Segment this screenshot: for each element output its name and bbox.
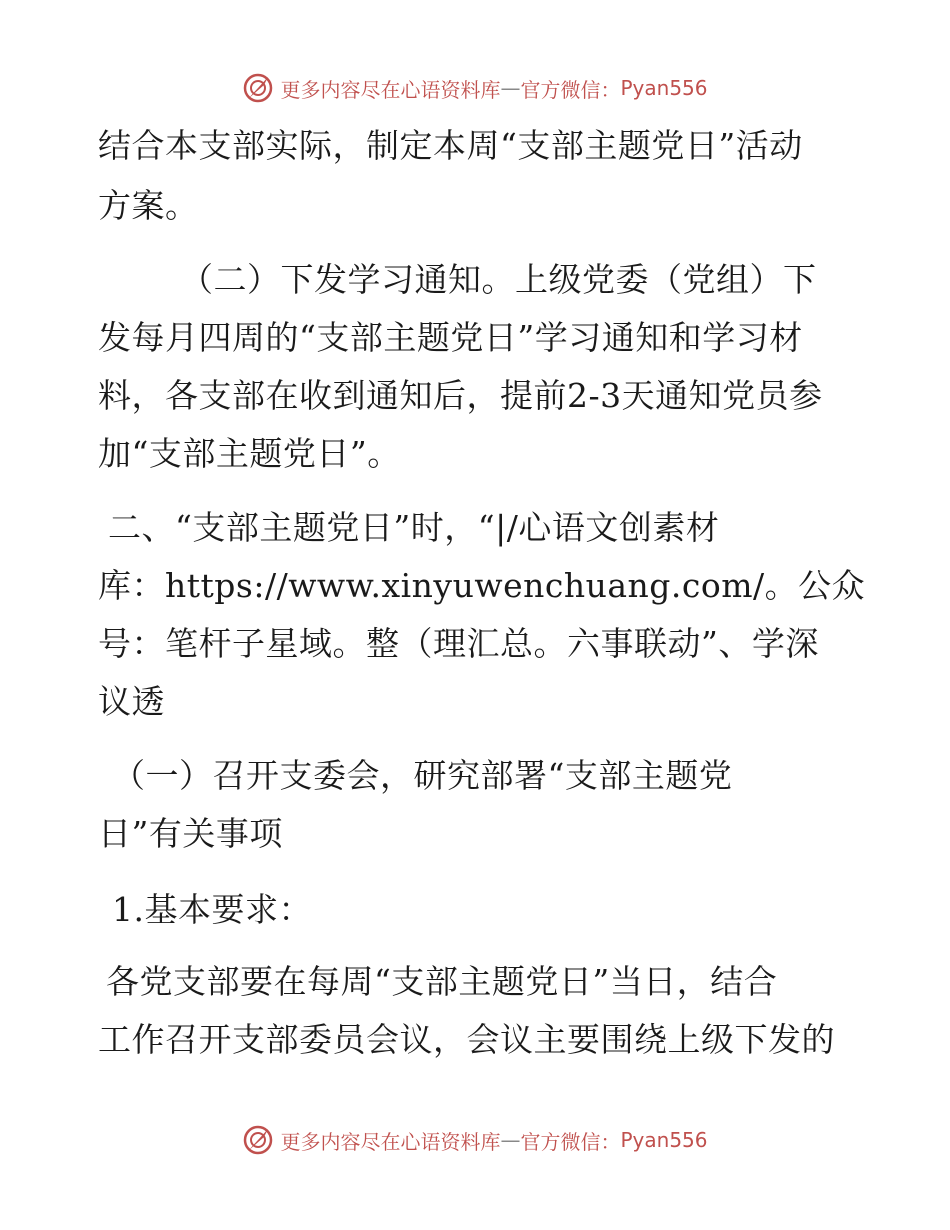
banner-site-text: 更多内容尽在心语资料库: [280, 77, 501, 102]
header-watermark-banner: [0, 68, 950, 108]
banner-separator: —: [500, 1128, 521, 1152]
body-line: 号：笔杆子星域。整（理汇总。六事联动”、学深: [98, 624, 819, 663]
body-line: （二）下发学习通知。上级党委（党组）下: [180, 260, 817, 299]
quill-logo-icon: [242, 1124, 274, 1156]
body-line: 料，各支部在收到通知后，提前2-3天通知党员参: [98, 376, 823, 415]
footer-watermark-banner: [0, 1120, 950, 1160]
banner-wechat-label: 官方微信：: [520, 77, 621, 102]
body-line: 发每月四周的“支部主题党日”学习通知和学习材: [98, 318, 803, 357]
body-line: 二、“支部主题党日”时，“|/心语文创素材: [108, 508, 720, 547]
body-line: 加“支部主题党日”。: [98, 434, 401, 473]
banner-wechat-id: Pyan556: [620, 76, 708, 100]
body-line: 日”有关事项: [98, 814, 283, 853]
banner-site-text: 更多内容尽在心语资料库: [280, 1129, 501, 1154]
body-line: 工作召开支部委员会议，会议主要围绕上级下发的: [98, 1020, 835, 1059]
body-line: 结合本支部实际，制定本周“支部主题党日”活动: [98, 126, 803, 165]
body-line: 1.基本要求：: [112, 890, 312, 929]
banner-wechat-label: 官方微信：: [520, 1129, 621, 1154]
quill-logo-icon: [242, 72, 274, 104]
banner-wechat-id: Pyan556: [620, 1128, 708, 1152]
body-line: 议透: [98, 682, 165, 721]
body-line: 库：https://www.xinyuwenchuang.com/。公众: [98, 566, 866, 605]
body-line: 各党支部要在每周“支部主题党日”当日，结合: [106, 962, 778, 1001]
body-line: （一）召开支委会，研究部署“支部主题党: [112, 756, 733, 795]
body-line: 方案。: [98, 186, 199, 225]
banner-separator: —: [500, 76, 521, 100]
